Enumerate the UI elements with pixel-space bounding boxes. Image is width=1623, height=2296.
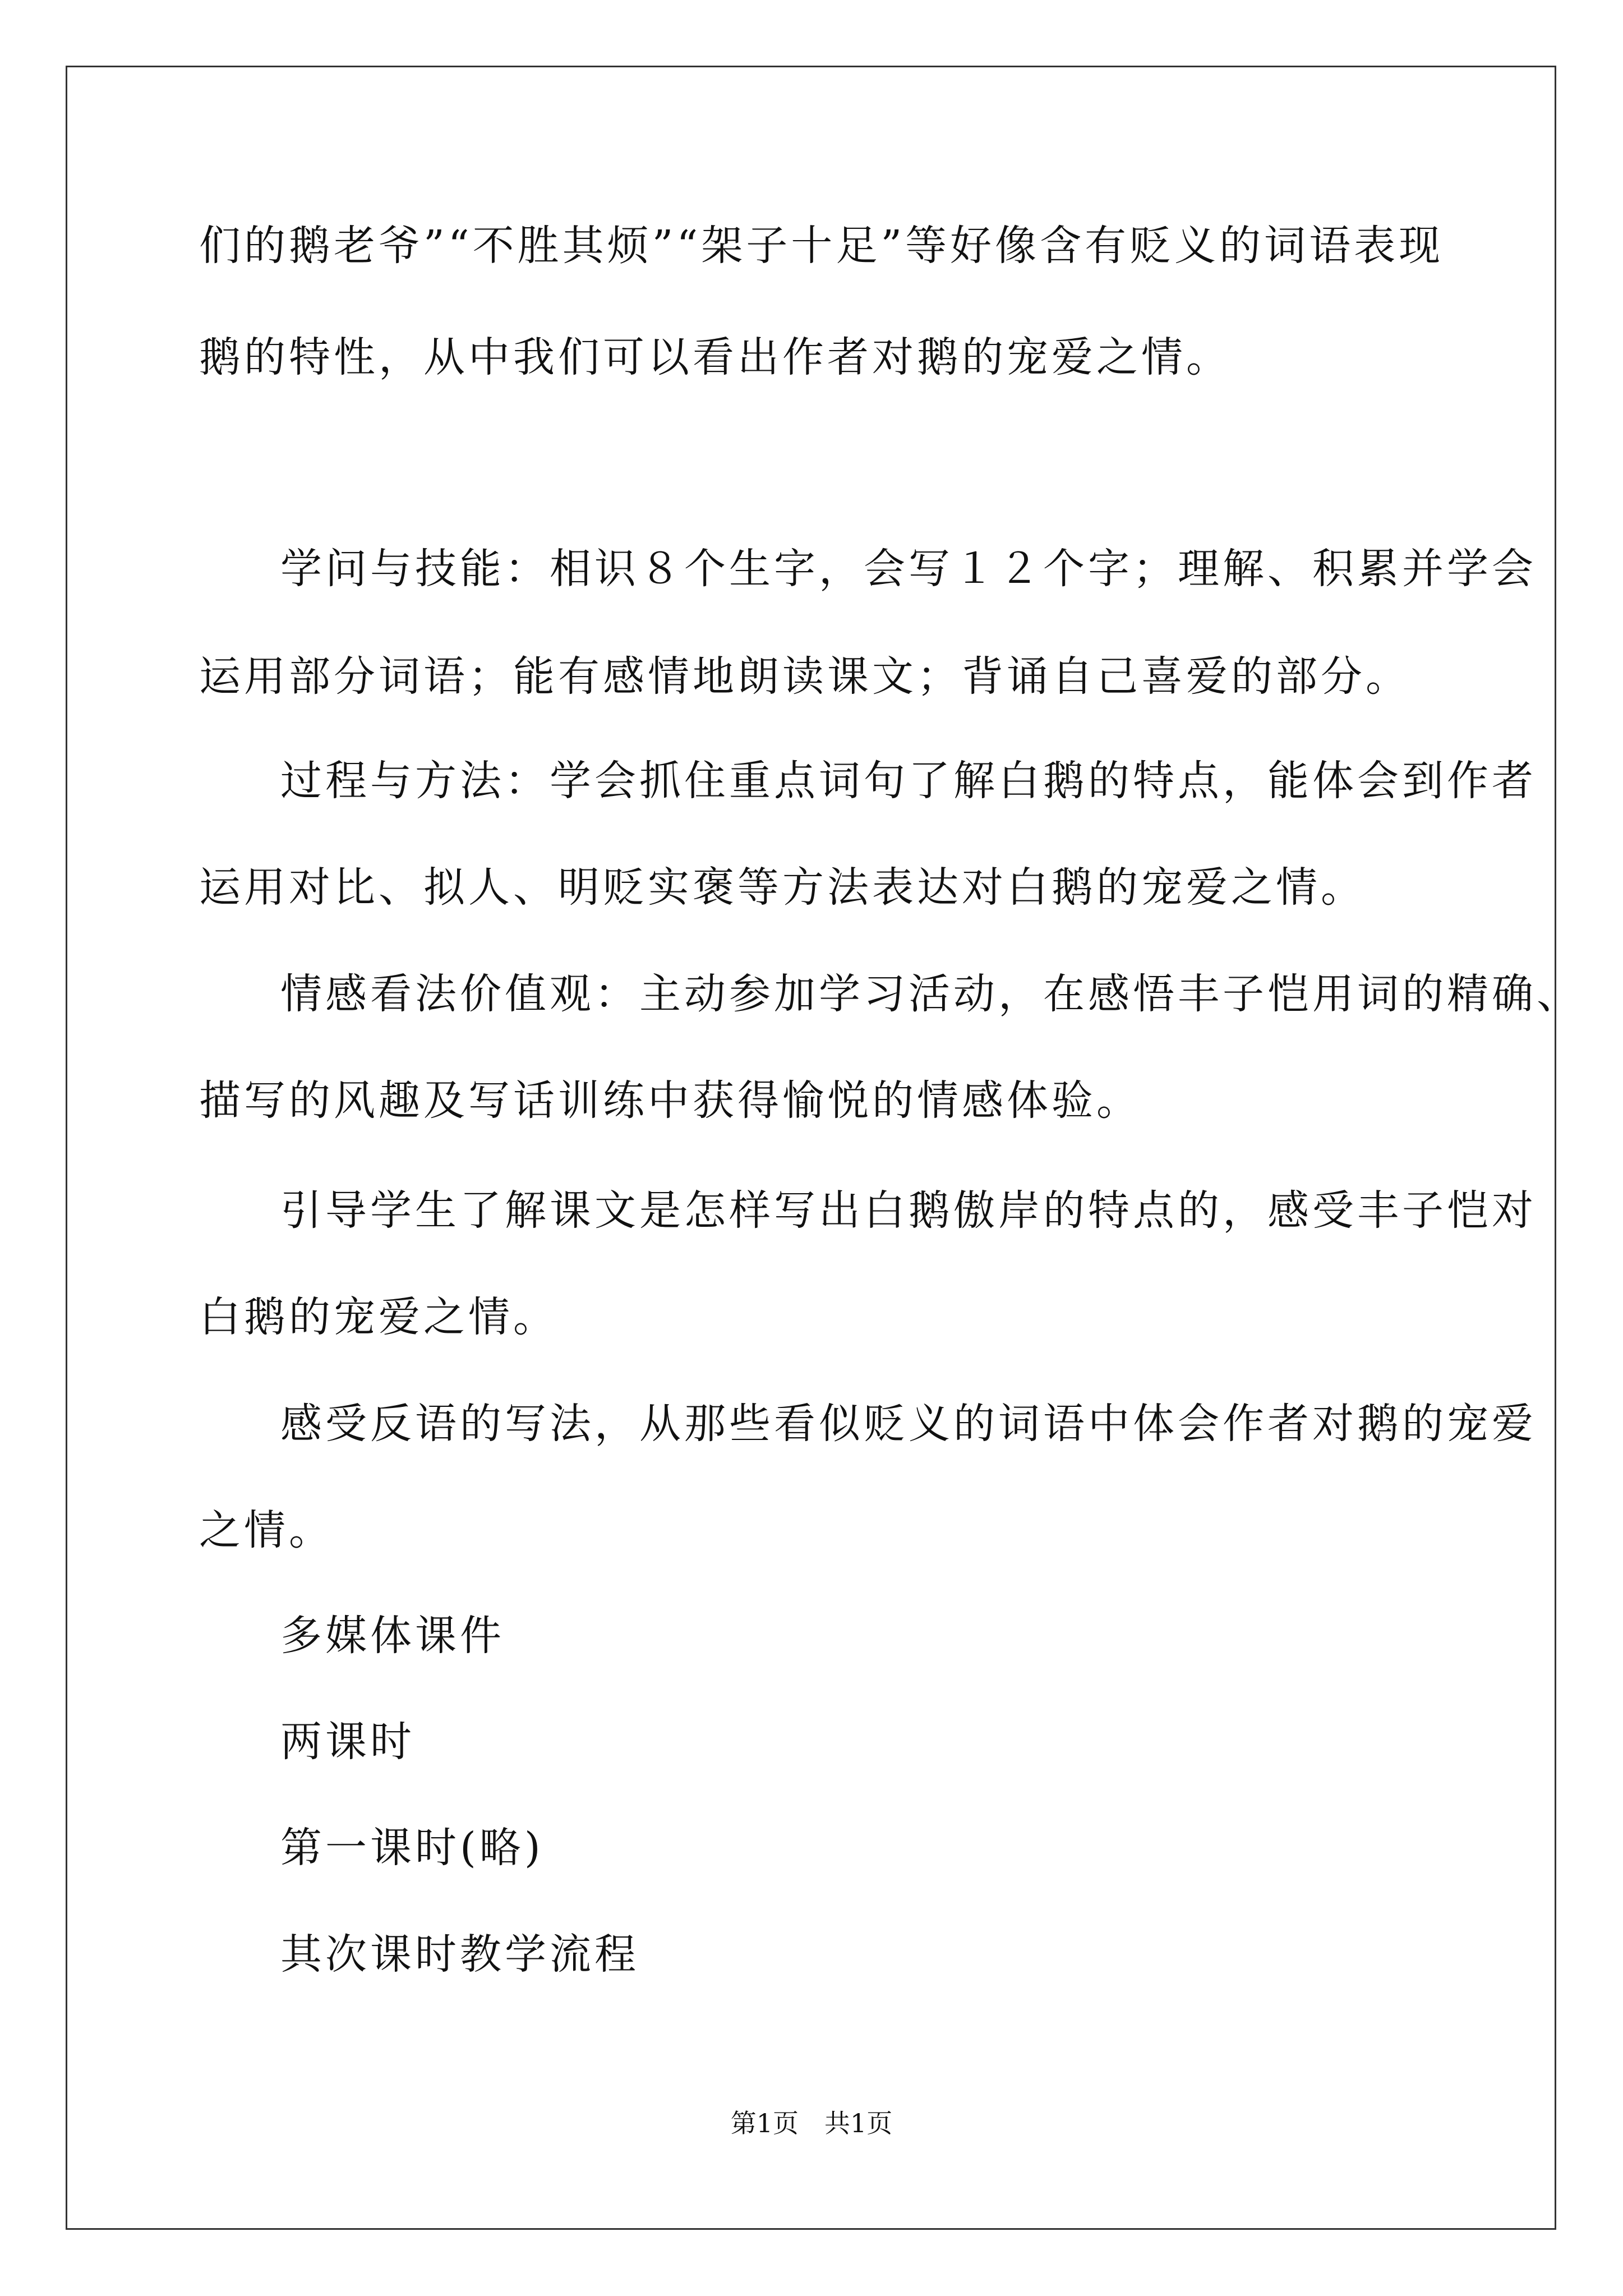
text-line-7: 情感看法价值观：主动参加学习活动，在感悟丰子恺用词的精确、 xyxy=(280,970,1581,1018)
text-line-5: 过程与方法：学会抓住重点词句了解白鹅的特点，能体会到作者 xyxy=(280,757,1537,805)
page-border xyxy=(66,66,1556,2230)
text-line-13: 多媒体课件 xyxy=(280,1612,505,1660)
text-line-10: 白鹅的宠爱之情。 xyxy=(199,1293,558,1341)
text-line-3: 学问与技能：相识８个生字，会写１２个字；理解、积累并学会 xyxy=(280,545,1537,593)
text-line-4: 运用部分词语；能有感情地朗读课文；背诵自己喜爱的部分。 xyxy=(199,652,1410,701)
text-line-16: 其次课时教学流程 xyxy=(280,1930,639,1978)
text-line-8: 描写的风趣及写话训练中获得愉悦的情感体验。 xyxy=(199,1076,1141,1125)
text-line-15: 第一课时(略) xyxy=(280,1824,544,1872)
text-line-14: 两课时 xyxy=(280,1718,415,1766)
page-number-footer: 第1页 共1页 xyxy=(730,2108,893,2138)
text-line-12: 之情。 xyxy=(199,1506,334,1554)
text-line-11: 感受反语的写法，从那些看似贬义的词语中体会作者对鹅的宠爱 xyxy=(280,1400,1537,1448)
text-line-1: 们的鹅老爷”“不胜其烦”“架子十足”等好像含有贬义的词语表现 xyxy=(199,222,1444,270)
text-line-2: 鹅的特性，从中我们可以看出作者对鹅的宠爱之情。 xyxy=(199,333,1231,381)
text-line-6: 运用对比、拟人、明贬实褒等方法表达对白鹅的宠爱之情。 xyxy=(199,863,1366,912)
text-line-9: 引导学生了解课文是怎样写出白鹅傲岸的特点的，感受丰子恺对 xyxy=(280,1186,1537,1235)
